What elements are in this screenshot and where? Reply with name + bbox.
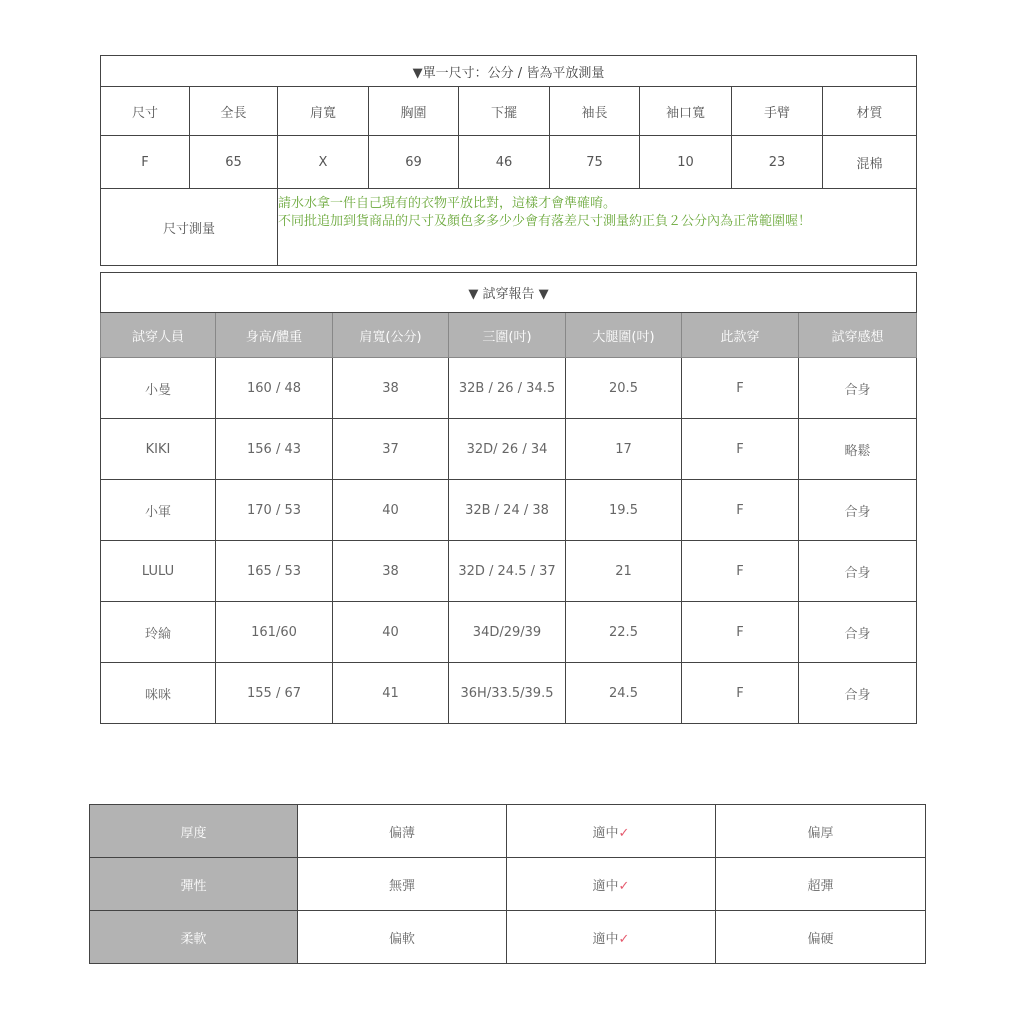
tryon-cell: 小軍	[101, 480, 216, 541]
fabric-option-text: 適中	[592, 878, 619, 894]
tryon-cell: 咪咪	[101, 663, 216, 724]
fabric-option-text: 偏軟	[388, 931, 415, 947]
fabric-option	[507, 858, 716, 911]
tryon-cell: 40	[333, 602, 449, 663]
fabric-row-thickness	[90, 805, 926, 858]
tryon-cell: 玲綸	[101, 602, 216, 663]
tryon-cell: 38	[333, 541, 449, 602]
tryon-table-title: ▼ 試穿報告 ▼	[101, 273, 917, 313]
tryon-cell: 156 / 43	[216, 419, 333, 480]
fabric-option	[298, 805, 507, 858]
size-header-cell: 袖長	[550, 87, 640, 136]
fabric-option-text: 無彈	[388, 878, 415, 894]
size-value-cell: 75	[550, 136, 640, 189]
fabric-option-text: 超彈	[807, 878, 834, 894]
fabric-option-text: 適中	[592, 931, 619, 947]
tryon-header-cell: 此款穿	[682, 313, 799, 358]
tryon-cell: 40	[333, 480, 449, 541]
tryon-report-table	[100, 272, 917, 724]
tryon-row	[101, 663, 917, 724]
tryon-cell: 32B / 24 / 38	[449, 480, 566, 541]
tryon-header-cell: 肩寬(公分)	[333, 313, 449, 358]
fabric-option-text: 偏薄	[388, 825, 415, 841]
size-header-cell: 手臂	[732, 87, 823, 136]
tryon-cell: 21	[566, 541, 682, 602]
tryon-cell: F	[682, 541, 799, 602]
tryon-cell: F	[682, 602, 799, 663]
check-icon: ✓	[618, 931, 630, 947]
check-icon: ✓	[618, 878, 630, 894]
tryon-header-cell: 大腿圍(吋)	[566, 313, 682, 358]
size-header-cell: 胸圍	[369, 87, 459, 136]
size-value-row	[101, 136, 917, 189]
fabric-option-text: 適中	[592, 825, 619, 841]
size-value-cell: 10	[640, 136, 732, 189]
fabric-option-text: 偏硬	[807, 931, 834, 947]
tryon-row	[101, 419, 917, 480]
size-note-row	[101, 189, 917, 266]
fabric-option-text: 偏厚	[807, 825, 834, 841]
tryon-cell: 19.5	[566, 480, 682, 541]
tryon-cell: KIKI	[101, 419, 216, 480]
fabric-option	[716, 858, 926, 911]
size-note-line: 不同批追加到貨商品的尺寸及顏色多多少少會有落差尺寸測量約正負２公分內為正常範圍喔！	[278, 214, 812, 229]
tryon-row	[101, 541, 917, 602]
tryon-cell: 17	[566, 419, 682, 480]
tryon-cell: 合身	[799, 602, 917, 663]
fabric-row-softness	[90, 911, 926, 964]
fabric-option	[507, 805, 716, 858]
tryon-cell: 略鬆	[799, 419, 917, 480]
size-value-cell: 69	[369, 136, 459, 189]
tryon-cell: 32B / 26 / 34.5	[449, 358, 566, 419]
fabric-row-elasticity	[90, 858, 926, 911]
tryon-row	[101, 358, 917, 419]
tryon-cell: 小曼	[101, 358, 216, 419]
tryon-cell: 170 / 53	[216, 480, 333, 541]
tryon-cell: 合身	[799, 541, 917, 602]
tryon-cell: 155 / 67	[216, 663, 333, 724]
tryon-cell: 合身	[799, 480, 917, 541]
tryon-cell: F	[682, 663, 799, 724]
fabric-option	[507, 911, 716, 964]
tryon-cell: 160 / 48	[216, 358, 333, 419]
tryon-cell: 37	[333, 419, 449, 480]
fabric-option	[298, 911, 507, 964]
tryon-header-cell: 身高/體重	[216, 313, 333, 358]
size-value-cell: 46	[459, 136, 550, 189]
tryon-cell: 34D/29/39	[449, 602, 566, 663]
tryon-cell: 165 / 53	[216, 541, 333, 602]
tryon-header-cell: 三圍(吋)	[449, 313, 566, 358]
size-value-cell: 混棉	[823, 136, 917, 189]
tryon-cell: LULU	[101, 541, 216, 602]
tryon-header-cell: 試穿人員	[101, 313, 216, 358]
tryon-cell: 24.5	[566, 663, 682, 724]
size-header-cell: 材質	[823, 87, 917, 136]
tryon-header-cell: 試穿感想	[799, 313, 917, 358]
tryon-cell: F	[682, 480, 799, 541]
fabric-option	[716, 805, 926, 858]
size-value-cell: X	[278, 136, 369, 189]
check-icon: ✓	[618, 825, 630, 841]
size-value-cell: 23	[732, 136, 823, 189]
tryon-row	[101, 480, 917, 541]
size-table-title: ▼單一尺寸：公分 / 皆為平放測量	[101, 56, 917, 87]
size-header-cell: 尺寸	[101, 87, 190, 136]
tryon-cell: 22.5	[566, 602, 682, 663]
tryon-row	[101, 602, 917, 663]
tryon-header-row	[101, 313, 917, 358]
size-header-cell: 全長	[190, 87, 278, 136]
fabric-option	[716, 911, 926, 964]
size-table	[100, 55, 917, 266]
size-value-cell: 65	[190, 136, 278, 189]
fabric-option	[298, 858, 507, 911]
tryon-cell: 32D/ 26 / 34	[449, 419, 566, 480]
fabric-label: 柔軟	[90, 911, 298, 964]
size-header-row	[101, 87, 917, 136]
tryon-cell: 合身	[799, 358, 917, 419]
fabric-label: 厚度	[90, 805, 298, 858]
tryon-cell: 合身	[799, 663, 917, 724]
tryon-cell: 32D / 24.5 / 37	[449, 541, 566, 602]
size-note-label: 尺寸測量	[101, 189, 278, 266]
fabric-properties-table	[89, 804, 926, 964]
size-header-cell: 肩寬	[278, 87, 369, 136]
size-note-text	[278, 189, 917, 266]
tryon-cell: F	[682, 419, 799, 480]
fabric-label: 彈性	[90, 858, 298, 911]
tryon-cell: 41	[333, 663, 449, 724]
size-note-line: 請水水拿一件自己現有的衣物平放比對，這樣才會準確唷。	[278, 196, 617, 211]
size-header-cell: 袖口寬	[640, 87, 732, 136]
size-value-cell: F	[101, 136, 190, 189]
tryon-cell: 161/60	[216, 602, 333, 663]
size-header-cell: 下擺	[459, 87, 550, 136]
tryon-cell: 38	[333, 358, 449, 419]
tryon-cell: 20.5	[566, 358, 682, 419]
tryon-cell: 36H/33.5/39.5	[449, 663, 566, 724]
tryon-cell: F	[682, 358, 799, 419]
